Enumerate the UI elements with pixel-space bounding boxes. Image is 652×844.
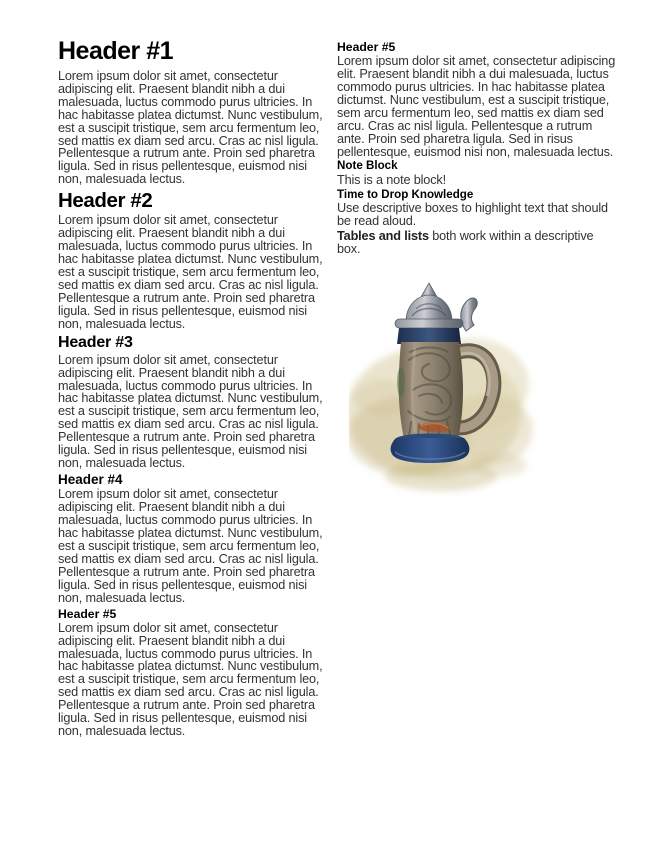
- header-5-paragraph-right: Lorem ipsum dolor sit amet, consectetur adipiscing elit. Praesent blandit nibh a dui malesuada, luctus commodo purus ultricies. In hac habitasse platea dictumst. Nunc vestibulum, est a suscipit tristique, sem arcu fermentum leo, sed mattis ex diam sed arcu. Cras ac nisl ligula. Pellentesque a rutrum ante. Proin sed pharetra ligula. Sed in risus pellentesque, euismod nisi non, malesuada lectus.: [337, 54, 616, 159]
- header-1-title: Header #1: [58, 37, 174, 65]
- beer-stein-illustration: [349, 280, 583, 503]
- header-5-title-left: Header #5: [58, 606, 117, 621]
- stein-top-band: [397, 328, 461, 344]
- header-2-paragraph: Lorem ipsum dolor sit amet, consectetur adipiscing elit. Praesent blandit nibh a dui malesuada, luctus commodo purus ultricies. In hac habitasse platea dictumst. Nunc vestibulum, est a suscipit tristique, sem arcu fermentum leo, sed mattis ex diam sed arcu. Cras ac nisl ligula. Pellentesque a rutrum ante. Proin sed pharetra ligula. Sed in risus pellentesque, euismod nisi non, malesuada lectus.: [58, 213, 323, 331]
- note-block-title: Note Block: [337, 159, 398, 173]
- knowledge-title: Time to Drop Knowledge: [337, 187, 474, 201]
- header-3-paragraph: Lorem ipsum dolor sit amet, consectetur adipiscing elit. Praesent blandit nibh a dui malesuada, luctus commodo purus ultricies. In hac habitasse platea dictumst. Nunc vestibulum, est a suscipit tristique, sem arcu fermentum leo, sed mattis ex diam sed arcu. Cras ac nisl ligula. Pellentesque a rutrum ante. Proin sed pharetra ligula. Sed in risus pellentesque, euismod nisi non, malesuada lectus.: [58, 352, 323, 470]
- tables-and-lists-text: [337, 230, 618, 256]
- stein-body: [397, 342, 463, 439]
- tables-and-lists-bold: Tables and lists: [337, 229, 429, 244]
- stein-lid: [395, 283, 463, 328]
- knowledge-text: Use descriptive boxes to highlight text that should be read aloud.: [337, 201, 608, 229]
- header-1-paragraph: Lorem ipsum dolor sit amet, consectetur adipiscing elit. Praesent blandit nibh a dui malesuada, luctus commodo purus ultricies. In hac habitasse platea dictumst. Nunc vestibulum, est a suscipit tristique, sem arcu fermentum leo, sed mattis ex diam sed arcu. Cras ac nisl ligula. Pellentesque a rutrum ante. Proin sed pharetra ligula. Sed in risus pellentesque, euismod nisi non, malesuada lectus.: [58, 69, 323, 187]
- header-4-title: Header #4: [58, 471, 123, 487]
- left-column: [58, 38, 324, 740]
- tables-and-lists-rest: both work within a descriptive box.: [337, 229, 594, 257]
- header-3-title: Header #3: [58, 334, 133, 352]
- lid-thumb-lever: [461, 298, 478, 331]
- header-5-title-right: Header #5: [337, 40, 396, 54]
- stein-base: [391, 433, 470, 463]
- note-block-text: This is a note block!: [337, 172, 446, 187]
- right-column: [337, 38, 618, 740]
- header-5-paragraph-left: Lorem ipsum dolor sit amet, consectetur adipiscing elit. Praesent blandit nibh a dui malesuada, luctus commodo purus ultricies. In hac habitasse platea dictumst. Nunc vestibulum, est a suscipit tristique, sem arcu fermentum leo, sed mattis ex diam sed arcu. Cras ac nisl ligula. Pellentesque a rutrum ante. Proin sed pharetra ligula. Sed in risus pellentesque, euismod nisi non, malesuada lectus.: [58, 620, 323, 739]
- beer-stein-image: [349, 280, 583, 498]
- header-4-paragraph: Lorem ipsum dolor sit amet, consectetur adipiscing elit. Praesent blandit nibh a dui malesuada, luctus commodo purus ultricies. In hac habitasse platea dictumst. Nunc vestibulum, est a suscipit tristique, sem arcu fermentum leo, sed mattis ex diam sed arcu. Cras ac nisl ligula. Pellentesque a rutrum ante. Proin sed pharetra ligula. Sed in risus pellentesque, euismod nisi non, malesuada lectus.: [58, 487, 323, 605]
- header-2-title: Header #2: [58, 189, 153, 213]
